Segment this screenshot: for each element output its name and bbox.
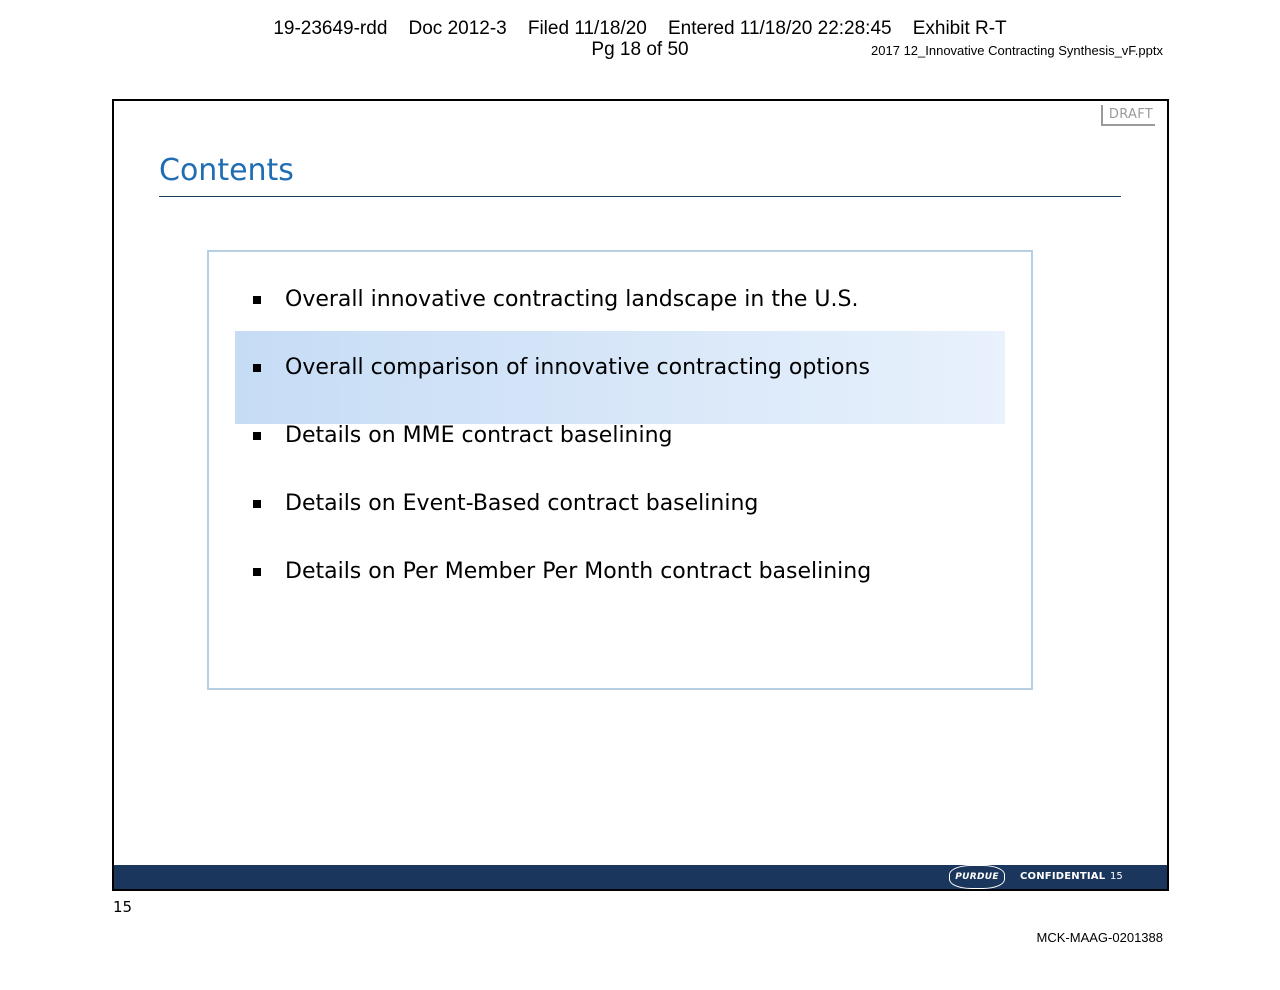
contents-item: [253, 423, 673, 448]
contents-item: [253, 491, 758, 516]
contents-item: [253, 287, 858, 312]
contents-item-label: Details on MME contract baselining: [285, 423, 673, 448]
contents-item: [253, 559, 871, 584]
filing-info-line: 19-23649-rdd Doc 2012-3 Filed 11/18/20 Entered 11/18/20 22:28:45 Exhibit R-T: [273, 18, 1007, 39]
slide-page-number: 15: [1110, 871, 1123, 882]
square-bullet-icon: [253, 364, 261, 372]
bates-number: MCK-MAAG-0201388: [1036, 930, 1163, 945]
square-bullet-icon: [253, 568, 261, 576]
source-filename: 2017 12_Innovative Contracting Synthesis_vF.pptx: [871, 43, 1163, 58]
square-bullet-icon: [253, 500, 261, 508]
square-bullet-icon: [253, 296, 261, 304]
contents-item-label: Overall comparison of innovative contracting options: [285, 355, 870, 380]
purdue-logo: PURDUE: [949, 865, 1005, 889]
slide-frame: [112, 99, 1169, 891]
contents-item-label: Overall innovative contracting landscape in the U.S.: [285, 287, 859, 312]
slide-title: Contents: [159, 153, 294, 188]
contents-item-label: Details on Event-Based contract baselining: [285, 491, 759, 516]
title-divider: [159, 196, 1121, 197]
contents-item-label: Details on Per Member Per Month contract baselining: [285, 559, 872, 584]
page-number: 15: [113, 898, 133, 916]
draft-stamp: DRAFT: [1101, 105, 1155, 126]
contents-box: [207, 250, 1033, 690]
confidential-label: CONFIDENTIAL: [1020, 871, 1106, 882]
square-bullet-icon: [253, 432, 261, 440]
slide-footer-bar: [114, 865, 1167, 889]
contents-item-highlighted: [253, 355, 870, 380]
page-count-line: Pg 18 of 50: [591, 39, 689, 60]
